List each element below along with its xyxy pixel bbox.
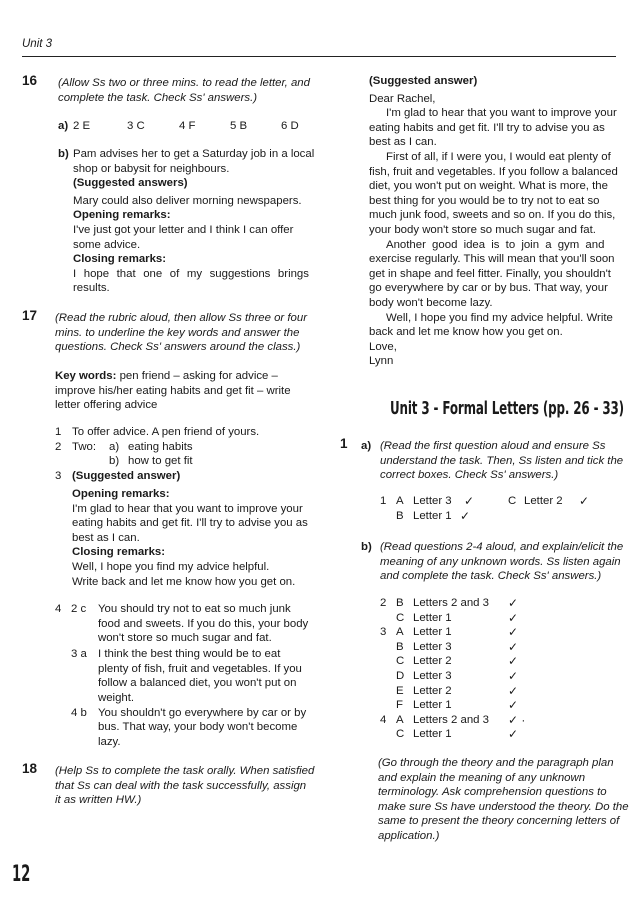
exercise-1a-instruction <box>380 439 630 483</box>
question-number: 3 <box>380 626 387 639</box>
answer-text: Letters 2 and 3 <box>413 597 489 609</box>
question-number: 1 <box>55 426 62 438</box>
answer-text: how to get fit <box>128 455 193 468</box>
body-line: go everywhere by car or by bus. That way, your <box>369 282 608 295</box>
closing-heading: Closing remarks: <box>73 253 167 266</box>
option-letter: D <box>396 669 405 682</box>
instruction-line: mins. to underline the key words and answer the <box>55 326 300 339</box>
unit-label: Unit 3 <box>22 38 53 50</box>
body-line: your body won't store so much sugar and fat. <box>369 223 596 236</box>
tick-icon: ✓ <box>508 610 519 625</box>
body-line: eating habits and get fit. I'll try to advise you as <box>369 121 605 134</box>
answer-text: Letter 1 <box>413 728 452 741</box>
answer-text: To offer advice. A pen friend of yours. <box>72 426 260 438</box>
exercise-1a-label: a) <box>361 440 372 452</box>
question-number: 2 <box>380 597 387 609</box>
body-line: much junk food, sweets and so on. If you do this, <box>369 209 616 222</box>
instruction-line: make sure Ss have understood the theory. Do the <box>378 800 629 813</box>
tick-icon: ✓ <box>508 639 519 654</box>
answer-row <box>380 727 630 742</box>
q4-item <box>55 706 317 750</box>
body-line: plenty of fish, fruit and vegetables. If you <box>98 662 302 675</box>
answer-text: Letter 2 <box>413 684 452 697</box>
body-line: get in shape and feel fitter. Finally, you shouldn't <box>369 267 611 280</box>
tick-icon: ✓ <box>579 494 590 508</box>
answer-row <box>380 494 630 509</box>
body-line: Another good idea is to join a gym and <box>386 238 605 251</box>
instruction-line: it as written HW.) <box>55 794 142 807</box>
body-line: Write back and let me know how you get on. <box>72 575 296 588</box>
body-line: results. <box>73 282 110 295</box>
question-number: 4 <box>380 713 387 726</box>
exercise-16-number: 16 <box>22 73 38 88</box>
option-letter: A <box>396 626 404 639</box>
body-line: best thing for you would be to try not to eat so <box>369 194 600 207</box>
body-line: weight. <box>98 691 135 704</box>
tick-icon: ✓ <box>464 494 475 508</box>
body-line: improve his/her eating habits and get fit – write <box>55 384 291 397</box>
body-line: I've just got your letter and I think I can offer <box>73 223 294 236</box>
body-line: I'm glad to hear that you want to improve your <box>386 107 617 120</box>
answer-item: 4 F <box>179 120 196 132</box>
instruction-line: (Allow Ss two or three mins. to read the letter, and <box>58 77 310 89</box>
exercise-16-instruction <box>58 76 320 105</box>
instruction-line: (Read the rubric aloud, then allow Ss three or four <box>55 312 307 324</box>
answer-row <box>380 669 630 684</box>
tick-icon: ✓ <box>508 668 519 683</box>
exercise-16b-label: b) <box>58 148 69 160</box>
body-line: fish, fruit and vegetables. If you follow a balanced <box>369 165 618 178</box>
suggested-heading: (Suggested answers) <box>73 177 188 190</box>
q4-item <box>55 602 317 646</box>
answer-text: eating habits <box>128 440 193 453</box>
tick-icon: ✓ <box>508 596 519 610</box>
body-line: some advice. <box>73 238 141 251</box>
question-number: 3 <box>55 469 62 482</box>
body-line: won't store so much sugar and fat. <box>98 632 272 645</box>
exercise-17-instruction <box>55 311 317 355</box>
tick-icon: ✓ <box>508 727 519 742</box>
body-line: Well, I hope you find my advice helpful. <box>72 560 270 573</box>
letter-greeting: Dear Rachel, <box>369 92 436 105</box>
answer-item: 3 C <box>127 120 145 132</box>
exercise-17-remarks <box>72 487 316 589</box>
exercise-1-number: 1 <box>340 436 348 451</box>
body-line: best as I can. <box>369 136 437 149</box>
exercise-16a-answers <box>58 119 299 134</box>
answer-row <box>380 640 630 655</box>
sub-label: b) <box>109 455 120 468</box>
instruction-line: understand the task. Then, Ss listen and tick the <box>380 454 624 467</box>
exercise-1b-label: b) <box>361 541 372 553</box>
question-number: 2 <box>55 440 62 453</box>
tick-icon: ✓ <box>508 654 519 669</box>
tick-icon: ✓ <box>508 698 519 713</box>
opening-heading: Opening remarks: <box>73 209 171 222</box>
exercise-17-number: 17 <box>22 308 38 323</box>
tick-icon: ✓ <box>508 683 519 698</box>
answer-item: 6 D <box>281 120 299 132</box>
suggested-heading: (Suggested answer) <box>72 469 181 482</box>
body-line: body won't become lazy. <box>369 296 493 309</box>
answer-row <box>380 611 630 626</box>
sub-label: a) <box>109 440 120 453</box>
opening-heading: Opening remarks: <box>72 488 170 500</box>
answer-row <box>380 625 630 640</box>
answer-text: Letter 3 <box>413 640 452 653</box>
page-number: 12 <box>12 862 31 887</box>
answer-row <box>380 654 630 669</box>
body-line: Pam advises her to get a Saturday job in a local <box>73 148 315 160</box>
answer-text: Letters 2 and 3 <box>413 713 489 726</box>
body-line: exercise regularly. This will mean that you'll soon <box>369 253 615 266</box>
instruction-line: questions. Check Ss' answers around the class.) <box>55 341 301 354</box>
answer-text: Letter 1 <box>413 626 452 639</box>
tick-icon: ✓ <box>508 625 519 640</box>
answer-text: Letter 3 <box>413 495 452 507</box>
instruction-line: and explain the meaning of any unknown <box>378 771 586 784</box>
answer-code: 4 b <box>71 706 87 719</box>
body-line: pen friend – asking for advice – <box>119 370 278 382</box>
answer-text: Letter 3 <box>413 669 452 682</box>
answer-code: 3 a <box>71 648 87 660</box>
instruction-line: meaning of any unknown words. Ss listen again <box>380 555 621 568</box>
answer-text: Letter 2 <box>524 495 563 507</box>
instruction-line: (Help Ss to complete the task orally. When satisfied <box>55 765 315 777</box>
letter-signoff: Love, <box>369 340 397 353</box>
theory-instruction <box>378 756 630 844</box>
body-line: back and let me know how you get on. <box>369 326 563 339</box>
option-letter: A <box>396 713 404 726</box>
option-letter: B <box>396 509 404 522</box>
body-line: First of all, if I were you, I would eat plenty of <box>386 150 611 163</box>
exercise-1b-answers <box>380 596 630 742</box>
question-number: 1 <box>380 495 387 507</box>
exercise-1a-answers <box>380 494 630 523</box>
exercise-17-q4 <box>55 602 317 750</box>
option-letter: B <box>396 597 404 609</box>
exercise-18-number: 18 <box>22 761 38 776</box>
instruction-line: and complete the task. Check Ss' answers.) <box>380 570 602 583</box>
exercise-18-instruction <box>55 764 317 808</box>
instruction-line: application.) <box>378 829 440 842</box>
instruction-line: (Go through the theory and the paragraph plan <box>378 757 614 769</box>
body-line: follow a balanced diet, you won't put on <box>98 677 297 690</box>
option-letter: C <box>508 495 517 507</box>
exercise-16b-body <box>73 147 317 296</box>
exercise-17-answers <box>55 425 317 483</box>
body-line: Well, I hope you find my advice helpful. Write <box>386 311 613 324</box>
option-letter: F <box>396 699 403 712</box>
answer-text: Two: <box>72 440 97 453</box>
answer-label: a) <box>58 120 69 132</box>
option-letter: B <box>396 640 404 653</box>
answer-row <box>380 713 630 728</box>
answer-text: Letter 1 <box>413 699 452 712</box>
body-line: diet, you won't put on weight. What is more, the <box>369 180 608 193</box>
body-line: food and sweets. If you do this, your body <box>98 617 309 630</box>
question-number: 4 <box>55 603 62 615</box>
q4-item <box>55 647 317 706</box>
body-line: I hope that one of my suggestions brings <box>73 267 309 280</box>
unit-3-heading: Unit 3 - Formal Letters (pp. 26 - 33) <box>390 399 624 419</box>
instruction-line: that Ss can deal with the task successfully, assign <box>55 779 307 792</box>
answer-code: 2 c <box>71 603 87 615</box>
instruction-line: complete the task. Check Ss' answers.) <box>58 91 258 104</box>
header-rule <box>22 56 616 57</box>
key-words-heading: Key words: <box>55 370 117 382</box>
option-letter: C <box>396 728 405 741</box>
suggested-letter <box>369 74 631 369</box>
answer-row <box>380 596 630 611</box>
option-letter: C <box>396 655 405 668</box>
answer-text: Letter 1 <box>413 611 452 624</box>
instruction-line: (Read questions 2-4 aloud, and explain/elicit the <box>380 541 624 553</box>
body-line: letter offering advice <box>55 399 158 412</box>
body-line: Mary could also deliver morning newspapers. <box>73 194 302 207</box>
instruction-line: (Read the first question aloud and ensure Ss <box>380 440 606 452</box>
letter-signature: Lynn <box>369 355 394 368</box>
body-line: I'm glad to hear that you want to improve your <box>72 502 303 515</box>
tick-icon: ✓ · <box>508 712 526 727</box>
body-line: eating habits and get fit. I'll try to advise you as <box>72 517 308 530</box>
option-letter: E <box>396 684 404 697</box>
option-letter: C <box>396 611 405 624</box>
instruction-line: correct boxes. Check Ss' answers.) <box>380 469 559 482</box>
closing-heading: Closing remarks: <box>72 546 166 559</box>
body-line: I think the best thing would be to eat <box>98 648 281 660</box>
answer-row <box>380 509 630 524</box>
body-line: You shouldn't go everywhere by car or by <box>98 706 307 719</box>
instruction-line: same to present the theory concerning letters of <box>378 815 620 828</box>
answer-row <box>380 684 630 699</box>
answer-text: Letter 1 <box>413 509 452 522</box>
exercise-1b-instruction <box>380 540 630 584</box>
answer-item: 2 E <box>73 120 91 132</box>
tick-icon: ✓ <box>460 508 471 523</box>
instruction-line: terminology. Ask comprehension questions to <box>378 786 607 799</box>
key-words-block <box>55 369 317 413</box>
answer-text: Letter 2 <box>413 655 452 668</box>
body-line: lazy. <box>98 735 121 748</box>
option-letter: A <box>396 495 404 507</box>
suggested-heading: (Suggested answer) <box>369 75 478 87</box>
body-line: shop or babysit for neighbours. <box>73 162 230 175</box>
answer-item: 5 B <box>230 120 248 132</box>
answer-row <box>380 698 630 713</box>
body-line: You should try not to eat so much junk <box>98 603 291 615</box>
body-line: bus. That way, your body won't become <box>98 721 298 734</box>
body-line: best as I can. <box>72 531 140 544</box>
